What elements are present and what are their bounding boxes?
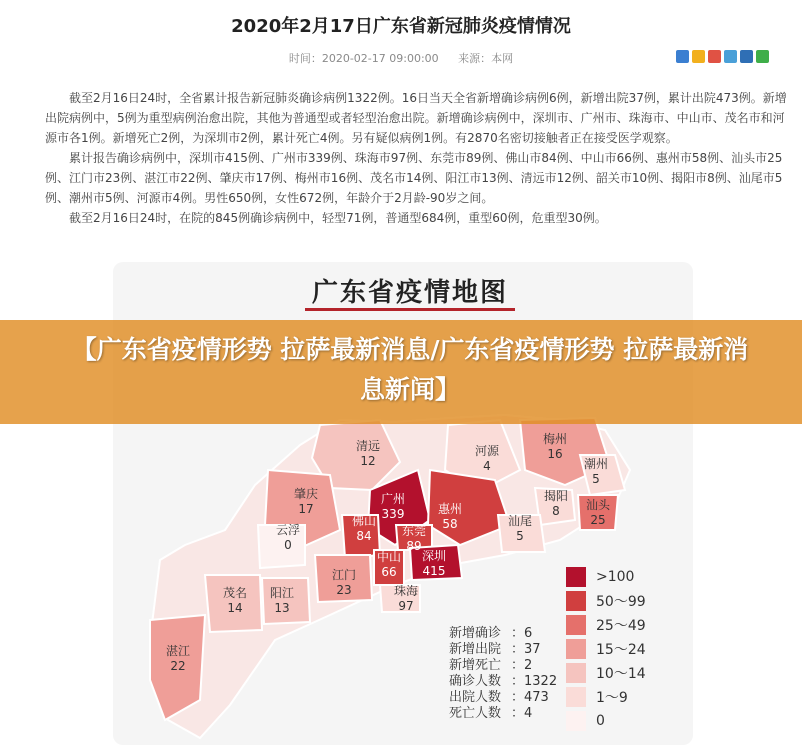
city-count-label: 5 bbox=[592, 472, 600, 486]
city-name-label: 梅州 bbox=[542, 432, 568, 446]
city-name-label: 江门 bbox=[331, 568, 357, 582]
city-name-label: 汕尾 bbox=[507, 514, 533, 528]
legend-item bbox=[566, 615, 646, 635]
city-count-label: 97 bbox=[398, 599, 414, 613]
city-name-label: 云浮 bbox=[275, 523, 301, 537]
city-count-label: 4 bbox=[483, 459, 491, 473]
headline-text: 【广东省疫情形势 拉萨最新消息/广东省疫情形势 拉萨最新消息新闻】 bbox=[71, 335, 749, 404]
city-count-label: 12 bbox=[360, 454, 376, 468]
city-count-label: 58 bbox=[442, 517, 458, 531]
city-name-label: 揭阳 bbox=[543, 489, 569, 503]
city-name-label: 肇庆 bbox=[293, 487, 319, 501]
city-name-label: 河源 bbox=[474, 444, 500, 458]
legend-item bbox=[566, 639, 646, 659]
legend-label: 1～9 bbox=[596, 690, 628, 706]
stat-row: 新增死亡 ：2 bbox=[449, 658, 533, 673]
city-count-label: 25 bbox=[590, 513, 606, 527]
city-count-label: 5 bbox=[516, 529, 524, 543]
city-count-label: 0 bbox=[284, 538, 292, 552]
legend-item bbox=[566, 663, 646, 683]
city-name-label: 广州 bbox=[380, 492, 406, 506]
city-count-label: 84 bbox=[356, 529, 372, 543]
city-name-label: 阳江 bbox=[269, 586, 295, 600]
stat-row: 新增确诊 ：6 bbox=[449, 626, 533, 641]
legend-item bbox=[566, 591, 646, 611]
legend-label: 0 bbox=[596, 713, 605, 729]
legend-swatch bbox=[566, 615, 586, 635]
city-count-label: 22 bbox=[170, 659, 186, 673]
stat-row: 新增出院 ：37 bbox=[449, 642, 541, 657]
city-count-label: 17 bbox=[298, 502, 314, 516]
city-count-label: 14 bbox=[227, 601, 243, 615]
article-source: 来源：本网 bbox=[458, 52, 514, 65]
legend-swatch bbox=[566, 639, 586, 659]
legend-label: 25～49 bbox=[596, 618, 646, 634]
publish-time: 时间：2020-02-17 09:00:00 bbox=[288, 52, 439, 65]
summary-stats bbox=[449, 626, 557, 722]
city-count-label: 66 bbox=[381, 565, 397, 579]
city-count-label: 89 bbox=[406, 539, 422, 553]
city-count-label: 16 bbox=[547, 447, 563, 461]
city-name-label: 茂名 bbox=[222, 586, 248, 600]
legend-item bbox=[566, 687, 628, 707]
legend-swatch bbox=[566, 687, 586, 707]
legend-swatch bbox=[566, 567, 586, 587]
city-name-label: 佛山 bbox=[351, 514, 377, 528]
stat-row: 死亡人数 ：4 bbox=[449, 706, 533, 721]
legend-label: >100 bbox=[596, 569, 635, 585]
article-title: 2020年2月17日广东省新冠肺炎疫情情况 bbox=[231, 16, 571, 37]
legend-item bbox=[566, 567, 634, 587]
legend-label: 15～24 bbox=[596, 642, 646, 658]
legend-label: 50～99 bbox=[596, 594, 646, 610]
map-title: 广东省疫情地图 bbox=[311, 278, 508, 308]
city-name-label: 清远 bbox=[355, 439, 381, 453]
paragraph: 累计报告确诊病例中，深圳市415例、广州市339例、珠海市97例、东莞市89例、佛山市84例、中山市66例、惠州市58例、汕头市25例、江门市23例、湛江市22例、肇庆市17例、梅州市16例、茂名市14例、阳江市13例、清远市12例、韶关市10例、揭阳市8例、汕尾市5例、潮州市5例、河源市4例。男性650例，女性672例，年龄介于2月龄-90岁之间。 bbox=[45, 151, 783, 205]
stat-row: 出院人数 ：473 bbox=[449, 690, 549, 705]
city-count-label: 415 bbox=[422, 564, 446, 578]
city-name-label: 东莞 bbox=[401, 524, 427, 538]
city-name-label: 中山 bbox=[376, 550, 402, 564]
city-name-label: 湛江 bbox=[165, 644, 191, 658]
city-name-label: 惠州 bbox=[437, 502, 463, 516]
city-name-label: 汕头 bbox=[585, 498, 611, 512]
city-name-label: 潮州 bbox=[583, 457, 609, 471]
city-count-label: 23 bbox=[336, 583, 352, 597]
city-count-label: 339 bbox=[381, 507, 405, 521]
city-name-label: 深圳 bbox=[421, 549, 447, 563]
city-name-label: 珠海 bbox=[393, 584, 419, 598]
stat-row: 确诊人数 ：1322 bbox=[449, 674, 558, 689]
legend-item bbox=[566, 711, 605, 731]
paragraph: 截至2月16日24时，全省累计报告新冠肺炎确诊病例1322例。16日当天全省新增确诊病例6例，新增出院37例，累计出院473例。新增出院病例中，5例为重型病例治愈出院，其他为普通型或者轻型治愈出院。新增确诊病例中，深圳市、广州市、珠海市、中山市、茂名市和河源市各1例。新增死亡2例，为深圳市2例，累计死亡4例。另有疑似病例1例。有2870名密切接触者正在接受医学观察。 bbox=[45, 91, 787, 145]
legend-label: 10～14 bbox=[596, 666, 646, 682]
legend-swatch bbox=[566, 663, 586, 683]
legend-swatch bbox=[566, 711, 586, 731]
legend-swatch bbox=[566, 591, 586, 611]
paragraph: 截至2月16日24时，在院的845例确诊病例中，轻型71例，普通型684例，重型60例，危重型30例。 bbox=[69, 211, 607, 225]
city-count-label: 13 bbox=[274, 601, 290, 615]
city-count-label: 8 bbox=[552, 504, 560, 518]
